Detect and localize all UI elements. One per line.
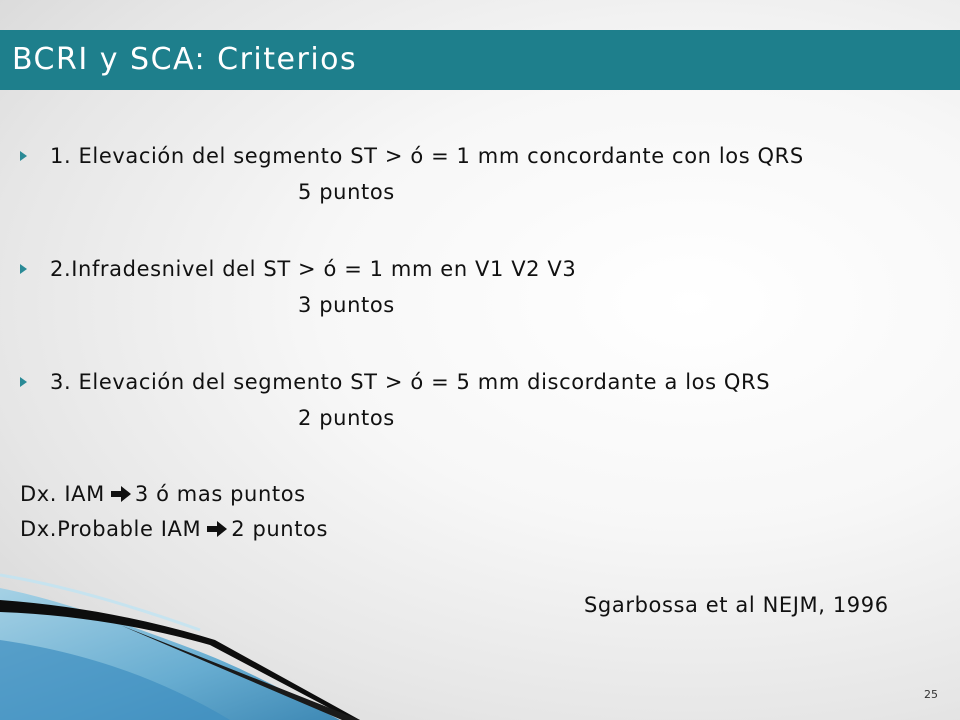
diagnosis-2-label: Dx.Probable IAM	[20, 517, 202, 541]
criterion-3-points: 2 puntos	[298, 406, 395, 430]
diagnosis-1-label: Dx. IAM	[20, 482, 105, 506]
criterion-1-text: 1. Elevación del segmento ST > ó = 1 mm concordante con los QRS	[50, 144, 804, 168]
page-number: 25	[924, 688, 938, 701]
slide-title: BCRI y SCA: Criterios	[12, 42, 358, 77]
citation: Sgarbossa et al NEJM, 1996	[584, 593, 889, 617]
criterion-1-points: 5 puntos	[298, 180, 395, 204]
criterion-2-points: 3 puntos	[298, 293, 395, 317]
diagnosis-1-value: 3 ó mas puntos	[134, 482, 306, 506]
criterion-3-text: 3. Elevación del segmento ST > ó = 5 mm discordante a los QRS	[50, 370, 771, 394]
criterion-2-text: 2.Infradesnivel del ST > ó = 1 mm en V1 V2 V3	[50, 257, 577, 281]
diagnosis-2-value: 2 puntos	[231, 517, 329, 541]
